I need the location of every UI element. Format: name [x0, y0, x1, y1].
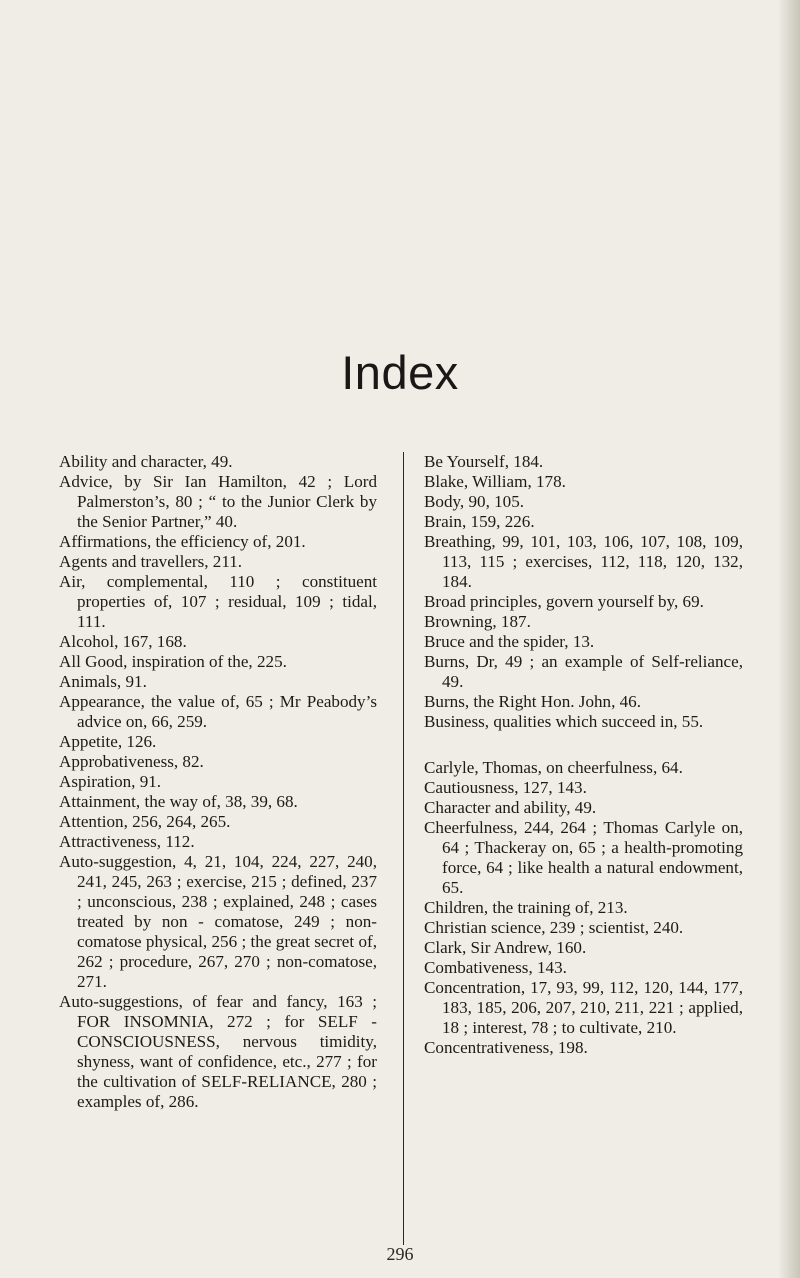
index-entry: Bruce and the spider, 13.: [424, 632, 595, 651]
index-entry: Brain, 159, 226.: [424, 512, 535, 531]
index-entry: Burns, the Right Hon. John, 46.: [424, 692, 642, 711]
index-entry: Clark, Sir Andrew, 160.: [424, 938, 587, 957]
index-entry: Aspiration, 91.: [59, 772, 162, 791]
index-entry: Appetite, 126.: [59, 732, 157, 751]
index-entry: Affirmations, the efficiency of, 201.: [59, 532, 306, 551]
index-entry: Breathing, 99, 101, 103, 106, 107, 108, 109, 113, 115 ; exercises, 112, 118, 120, 132, 184.: [424, 532, 743, 591]
index-entry: Air, complemental, 110 ; constituent properties of, 107 ; residual, 109 ; tidal, 111.: [59, 572, 377, 631]
index-entry: Burns, Dr, 49 ; an example of Self-reliance, 49.: [424, 652, 743, 691]
index-entry: Business, qualities which succeed in, 55.: [424, 712, 704, 731]
index-entry: Blake, William, 178.: [424, 472, 566, 491]
index-entry: Combativeness, 143.: [424, 958, 567, 977]
index-entry: Character and ability, 49.: [424, 798, 597, 817]
index-entry: Attractiveness, 112.: [59, 832, 195, 851]
index-entry: Concentration, 17, 93, 99, 112, 120, 144, 177, 183, 185, 206, 207, 210, 211, 221 ; applied, 18 ; interest, 78 ; to cultivate, 210.: [424, 978, 743, 1037]
index-entry: Agents and travellers, 211.: [59, 552, 243, 571]
index-section-b: [424, 452, 743, 732]
index-entry: Appearance, the value of, 65 ; Mr Peabody’s advice on, 66, 259.: [59, 692, 377, 731]
index-entry: Browning, 187.: [424, 612, 531, 631]
index-entry: Auto-suggestions, of fear and fancy, 163 ; FOR INSOMNIA, 272 ; for SELF - CONSCIOUSNESS, nervous timidity, shyness, want of confidence, etc., 277 ; for the cultivation of SELF-RELIANCE, 280 ; examples of, 286.: [59, 992, 377, 1111]
index-entry: Animals, 91.: [59, 672, 147, 691]
index-entry: Broad principles, govern yourself by, 69.: [424, 592, 704, 611]
index-entry: Attainment, the way of, 38, 39, 68.: [59, 792, 298, 811]
index-column-right: [424, 452, 743, 1058]
index-entry: Alcohol, 167, 168.: [59, 632, 187, 651]
index-entry: Cheerfulness, 244, 264 ; Thomas Carlyle on, 64 ; Thackeray on, 65 ; a health-promoting force, 64 ; like health a natural endowment, 65.: [424, 818, 743, 897]
index-entry: Body, 90, 105.: [424, 492, 525, 511]
column-divider: [403, 452, 404, 1245]
index-entry: Be Yourself, 184.: [424, 452, 544, 471]
index-entry: Carlyle, Thomas, on cheerfulness, 64.: [424, 758, 683, 777]
section-gap: [424, 732, 743, 758]
page-edge-shadow: [778, 0, 800, 1278]
index-entry: Attention, 256, 264, 265.: [59, 812, 231, 831]
index-entry: Advice, by Sir Ian Hamilton, 42 ; Lord Palmerston’s, 80 ; “ to the Junior Clerk by the Senior Partner,” 40.: [59, 472, 377, 531]
index-entry: Christian science, 239 ; scientist, 240.: [424, 918, 684, 937]
index-section-c: [424, 758, 743, 1058]
index-entry: Auto-suggestion, 4, 21, 104, 224, 227, 240, 241, 245, 263 ; exercise, 215 ; defined, 237 ; unconscious, 238 ; explained, 248 ; cases treated by non - comatose, 249 ; non-comatose physical, 256 ; the great secret of, 262 ; procedure, 267, 270 ; non-comatose, 271.: [59, 852, 377, 991]
index-entry: Children, the training of, 213.: [424, 898, 628, 917]
index-column-left: [59, 452, 377, 1112]
page-number: 296: [386, 1244, 414, 1264]
index-entry: All Good, inspiration of the, 225.: [59, 652, 287, 671]
index-entry: Ability and character, 49.: [59, 452, 233, 471]
index-entry: Concentrativeness, 198.: [424, 1038, 588, 1057]
page-title: Index: [341, 346, 459, 399]
index-entry: Cautiousness, 127, 143.: [424, 778, 587, 797]
index-entry: Approbativeness, 82.: [59, 752, 204, 771]
